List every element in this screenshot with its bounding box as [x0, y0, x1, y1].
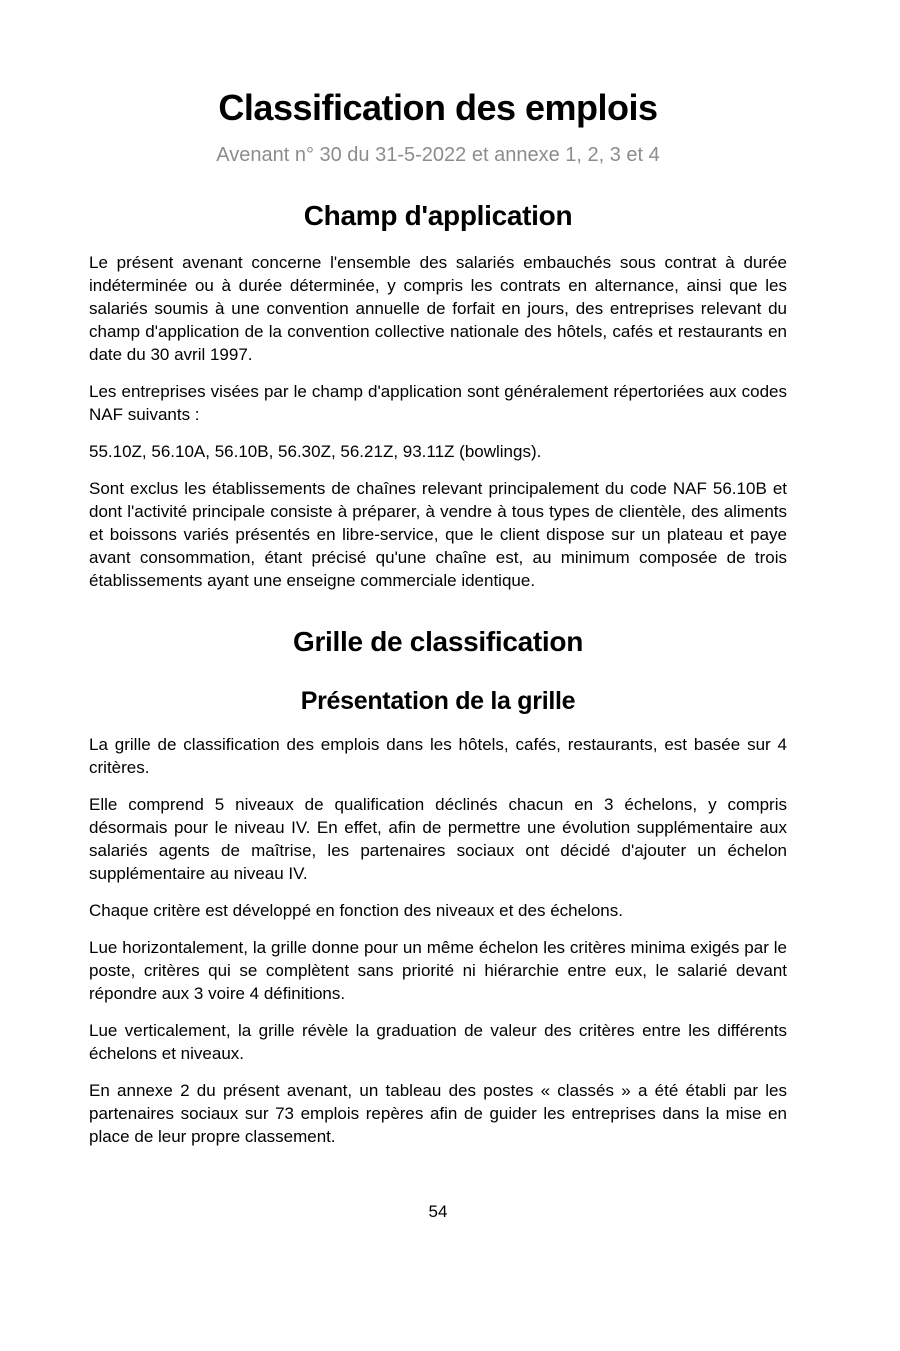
paragraph-lecture-horizontale: Lue horizontalement, la grille donne pour un même échelon les critères minima exigés par le poste, critères qui se complètent sans priorité ni hiérarchie entre eux, le salarié devant répondre aux 3 voire 4 définitions.	[89, 938, 787, 1003]
paragraph-contrats: Le présent avenant concerne l'ensemble des salariés embauchés sous contrat à durée indéterminée ou à durée déterminée, y compris les contrats en alternance, ainsi que les salariés soumis à une convention annuelle de forfait en jours, des entreprises relevant du champ d'application de la convention collective nationale des hôtels, cafés et restaurants en date du 30 avril 1997.	[89, 253, 787, 364]
heading-grille-classification: Grille de classification	[292, 626, 584, 657]
page-number: 54	[428, 1202, 448, 1221]
page-title: Classification des emplois	[218, 87, 658, 128]
heading-champ-application: Champ d'application	[303, 200, 573, 231]
paragraph-codes-naf-intro: Les entreprises visées par le champ d'application sont généralement répertoriées aux codes NAF suivants :	[89, 382, 787, 424]
subheading-presentation-grille: Présentation de la grille	[300, 687, 576, 715]
paragraph-lecture-verticale: Lue verticalement, la grille révèle la graduation de valeur des critères entre les différents échelons et niveaux.	[89, 1021, 787, 1063]
paragraph-critere-developpe: Chaque critère est développé en fonction des niveaux et des échelons.	[89, 901, 623, 920]
page-subtitle: Avenant n° 30 du 31-5-2022 et annexe 1, 2, 3 et 4	[216, 144, 660, 166]
paragraph-niveaux-echelons: Elle comprend 5 niveaux de qualification déclinés chacun en 3 échelons, y compris désormais pour le niveau IV. En effet, afin de permettre une évolution supplémentaire aux salariés agents de maîtrise, les partenaires sociaux ont décidé d'ajouter un échelon supplémentaire au niveau IV.	[89, 795, 787, 883]
paragraph-annexe-2: En annexe 2 du présent avenant, un tableau des postes « classés » a été établi par les partenaires sociaux sur 73 emplois repères afin de guider les entreprises dans la mise en place de leur propre classement.	[89, 1081, 787, 1146]
paragraph-grille-criteres: La grille de classification des emplois dans les hôtels, cafés, restaurants, est basée sur 4 critères.	[89, 735, 787, 777]
paragraph-codes-naf-list: 55.10Z, 56.10A, 56.10B, 56.30Z, 56.21Z, 93.11Z (bowlings).	[89, 442, 542, 461]
paragraph-exclusions: Sont exclus les établissements de chaînes relevant principalement du code NAF 56.10B et dont l'activité principale consiste à préparer, à vendre à tous types de clientèle, des aliments et boissons variés présentés en libre-service, que le client dispose sur un plateau et paye avant consommation, étant précisé qu'une chaîne est, au minimum composée de trois établissements ayant une enseigne commerciale identique.	[89, 479, 787, 590]
